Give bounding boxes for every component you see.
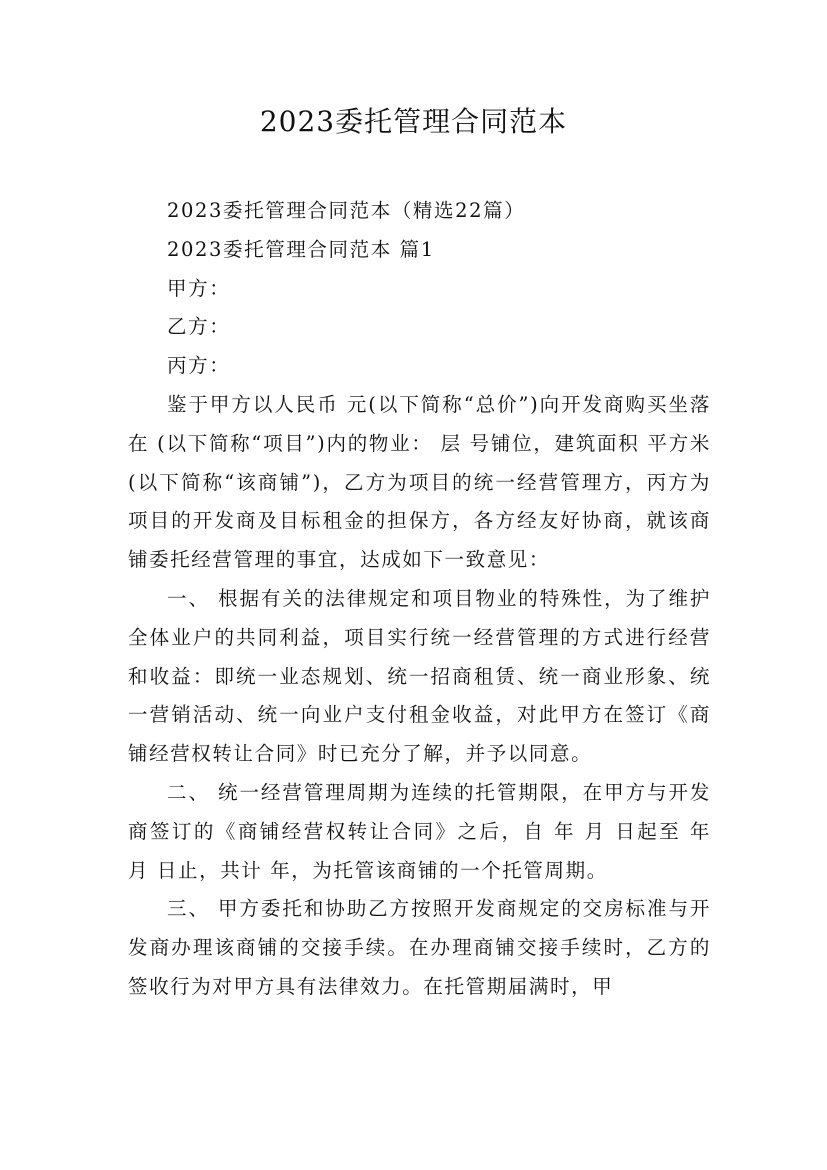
clause-3-paragraph: 三、 甲方委托和协助乙方按照开发商规定的交房标准与开发商办理该商铺的交接手续。在办理商铺交接手续时，乙方的签收行为对甲方具有法律效力。在托管期届满时，甲 [128, 897, 711, 998]
document-body [128, 192, 711, 1007]
document-title: 2023委托管理合同范本 [259, 105, 568, 138]
clause-2-paragraph: 二、 统一经营管理周期为连续的托管期限，在甲方与开发商签订的《商铺经营权转让合同》之后，自 年 月 日起至 年 月 日止，共计 年，为托管该商铺的一个托管周期。 [128, 780, 711, 882]
party-c-line: 丙方： [167, 354, 231, 378]
section-heading: 2023委托管理合同范本 篇1 [167, 237, 435, 261]
preamble-paragraph: 鉴于甲方以人民币 元(以下简称“总价”)向开发商购买坐落 在 (以下简称“项目”)内的物业： 层 号铺位，建筑面积 平方米(以下简称“该商铺”)，乙方为项目的统一经营管理方，丙方为项目的开发商及目标租金的担保方，各方经友好协商，就该商铺委托经营管理的事宜，达成如下一致意见： [128, 392, 711, 572]
document-subtitle: 2023委托管理合同范本（精选22篇） [167, 199, 526, 222]
clause-1-paragraph: 一、 根据有关的法律规定和项目物业的特殊性，为了维护全体业户的共同利益，项目实行统一经营管理的方式进行经营和收益：即统一业态规划、统一招商租赁、统一商业形象、统一营销活动、统一向业户支付租金收益，对此甲方在签订《商铺经营权转让合同》时已充分了解，并予以同意。 [128, 586, 711, 766]
party-a-line: 甲方： [167, 276, 231, 300]
party-b-line: 乙方： [167, 315, 231, 339]
